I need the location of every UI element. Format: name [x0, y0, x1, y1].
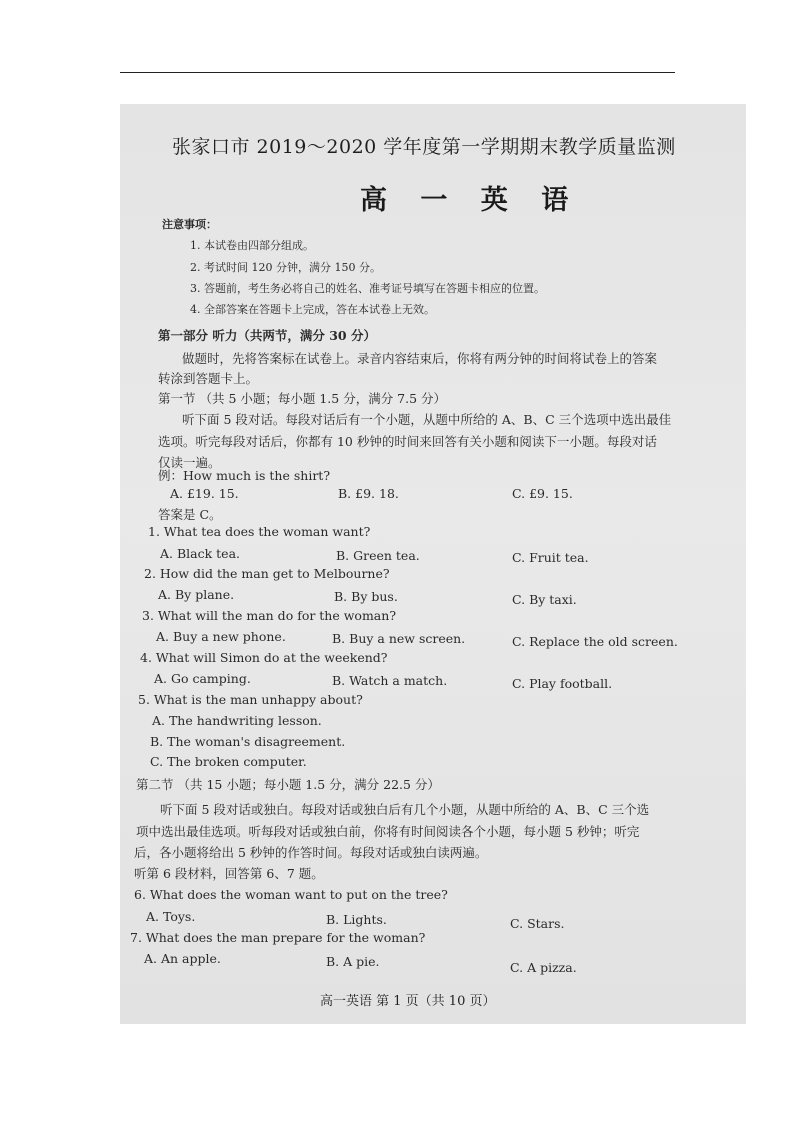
part1-title: 第一部分 听力（共两节，满分 30 分）	[158, 328, 376, 343]
example-option-a: A. £19. 15.	[170, 486, 239, 501]
question-7-option-b: B. A pie.	[326, 954, 380, 969]
question-6-option-b: B. Lights.	[326, 912, 387, 927]
question-1-option-c: C. Fruit tea.	[512, 550, 589, 565]
question-5-option-a: A. The handwriting lesson.	[152, 713, 322, 728]
section1-instructions: 仅读一遍。	[158, 455, 221, 470]
section2-instructions: 后，各小题将给出 5 秒钟的作答时间。每段对话或独白读两遍。	[134, 845, 488, 860]
question-2: 2. How did the man get to Melbourne?	[144, 566, 390, 581]
notes-heading: 注意事项：	[162, 218, 217, 231]
note-item: 1. 本试卷由四部分组成。	[190, 239, 314, 252]
question-3-option-a: A. Buy a new phone.	[156, 629, 286, 644]
section2-instructions: 听下面 5 段对话或独白。每段对话或独白后有几个小题，从题中所给的 A、B、C 三个选	[160, 802, 650, 817]
question-5: 5. What is the man unhappy about?	[138, 692, 363, 707]
question-6-option-a: A. Toys.	[146, 909, 196, 924]
section2-instructions: 项中选出最佳选项。听每段对话或独白前，你将有时间阅读各个小题，每小题 5 秒钟；听完	[136, 824, 640, 839]
exam-paper-photo	[120, 104, 746, 1024]
question-4: 4. What will Simon do at the weekend?	[140, 650, 388, 665]
example-option-b: B. £9. 18.	[338, 486, 399, 501]
section2-title: 第二节 （共 15 小题；每小题 1.5 分，满分 22.5 分）	[136, 777, 440, 792]
top-rule	[120, 72, 675, 73]
subject-title: 高 一 英 语	[360, 185, 581, 216]
section1-instructions: 选项。听完每段对话后，你都有 10 秒钟的时间来回答有关小题和阅读下一小题。每段对话	[158, 434, 657, 449]
example-answer: 答案是 C。	[158, 507, 222, 522]
question-5-option-b: B. The woman's disagreement.	[150, 734, 346, 749]
section2-material: 听第 6 段材料，回答第 6、7 题。	[134, 866, 324, 881]
example-option-c: C. £9. 15.	[512, 486, 573, 501]
section1-instructions: 听下面 5 段对话。每段对话后有一个小题，从题中所给的 A、B、C 三个选项中选出最佳	[182, 412, 672, 427]
question-2-option-a: A. By plane.	[158, 587, 235, 602]
note-item: 2. 考试时间 120 分钟，满分 150 分。	[190, 261, 381, 274]
question-4-option-b: B. Watch a match.	[332, 673, 448, 688]
question-6-option-c: C. Stars.	[510, 916, 565, 931]
exam-title: 张家口市 2019～2020 学年度第一学期期末教学质量监测	[172, 136, 676, 158]
question-3: 3. What will the man do for the woman?	[142, 608, 397, 623]
question-4-option-a: A. Go camping.	[154, 671, 251, 686]
question-7-option-c: C. A pizza.	[510, 960, 577, 975]
question-2-option-b: B. By bus.	[334, 589, 398, 604]
note-item: 3. 答题前，考生务必将自己的姓名、准考证号填写在答题卡相应的位置。	[190, 282, 545, 295]
section1-title: 第一节 （共 5 小题；每小题 1.5 分，满分 7.5 分）	[158, 391, 447, 406]
part1-intro: 转涂到答题卡上。	[158, 371, 259, 386]
question-3-option-b: B. Buy a new screen.	[332, 631, 466, 646]
question-7: 7. What does the man prepare for the woman?	[130, 930, 426, 945]
question-7-option-a: A. An apple.	[144, 951, 221, 966]
question-1: 1. What tea does the woman want?	[148, 524, 371, 539]
question-5-option-c: C. The broken computer.	[150, 754, 307, 769]
example-question: 例：How much is the shirt?	[158, 468, 331, 483]
question-3-option-c: C. Replace the old screen.	[512, 634, 678, 649]
note-item: 4. 全部答案在答题卡上完成，答在本试卷上无效。	[190, 303, 435, 316]
question-4-option-c: C. Play football.	[512, 676, 613, 691]
question-2-option-c: C. By taxi.	[512, 592, 577, 607]
page-footer: 高一英语 第 1 页（共 10 页）	[320, 994, 496, 1009]
question-1-option-a: A. Black tea.	[160, 546, 241, 561]
question-1-option-b: B. Green tea.	[336, 548, 420, 563]
question-6: 6. What does the woman want to put on the tree?	[134, 887, 448, 902]
part1-intro: 做题时，先将答案标在试卷上。录音内容结束后，你将有两分钟的时间将试卷上的答案	[182, 351, 658, 366]
